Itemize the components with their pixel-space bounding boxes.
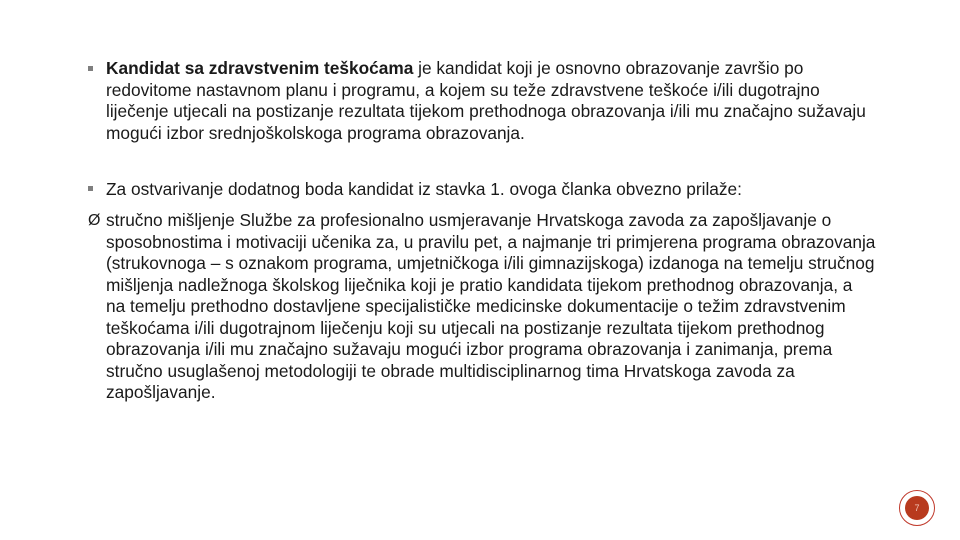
bullet-square-icon [88,186,93,191]
page-number: 7 [914,503,920,513]
paragraph-text: Za ostvarivanje dodatnog boda kandidat iz stavka 1. ovoga članka obvezno prilaže: [106,179,742,199]
paragraph-text: je kandidat koji je osnovno obrazovanje završio po redovitome nastavnom planu i programu, a kojem su teže zdravstvene teškoće i/ili dugotrajno liječenje utjecali na postizanje rezultata tijekom prethodnoga obrazovanja i/ili mu značajno sužavaju mogući izbor srednjoškolskoga programa obrazovanja. [106,58,866,143]
page-number-badge [899,490,935,526]
arrow-bullet-icon: Ø [88,212,101,229]
paragraph-text: stručno mišljenje Službe za profesionalno usmjeravanje Hrvatskoga zavoda za zapošljavanje o sposobnostima i motivaciji učenika za, u pravilu pet, a najmanje tri primjerena programa obrazovanja (strukovnoga – s oznakom programa, umjetničkoga i/ili gimnazijskoga) izdanoga na temelju stručnog mišljenja nadležnoga školskog liječnika koji je pratio kandidata tijekom prethodnog obrazovanja, a na temelju prethodno dostavljene specijalističke medicinske dokumentacije o težim zdravstvenim teškoćama i/ili dugotrajnom liječenju koji su utjecali na postizanje rezultata tijekom prethodnog obrazovanja i/ili mu značajno sužavaju mogući izbor programa obrazovanja i zanimanja, prema stručno usuglašenoj metodologiji te obrade multidisciplinarnog tima Hrvatskoga zavoda za zapošljavanje. [106,210,876,402]
bullet-square-icon [88,66,93,71]
bold-lead-text: Kandidat sa zdravstvenim teškoćama [106,58,414,78]
paragraph-dodatni-bod [106,179,876,201]
paragraph-kandidat-definition [106,58,876,144]
paragraph-strucno-misljenje [106,210,876,404]
